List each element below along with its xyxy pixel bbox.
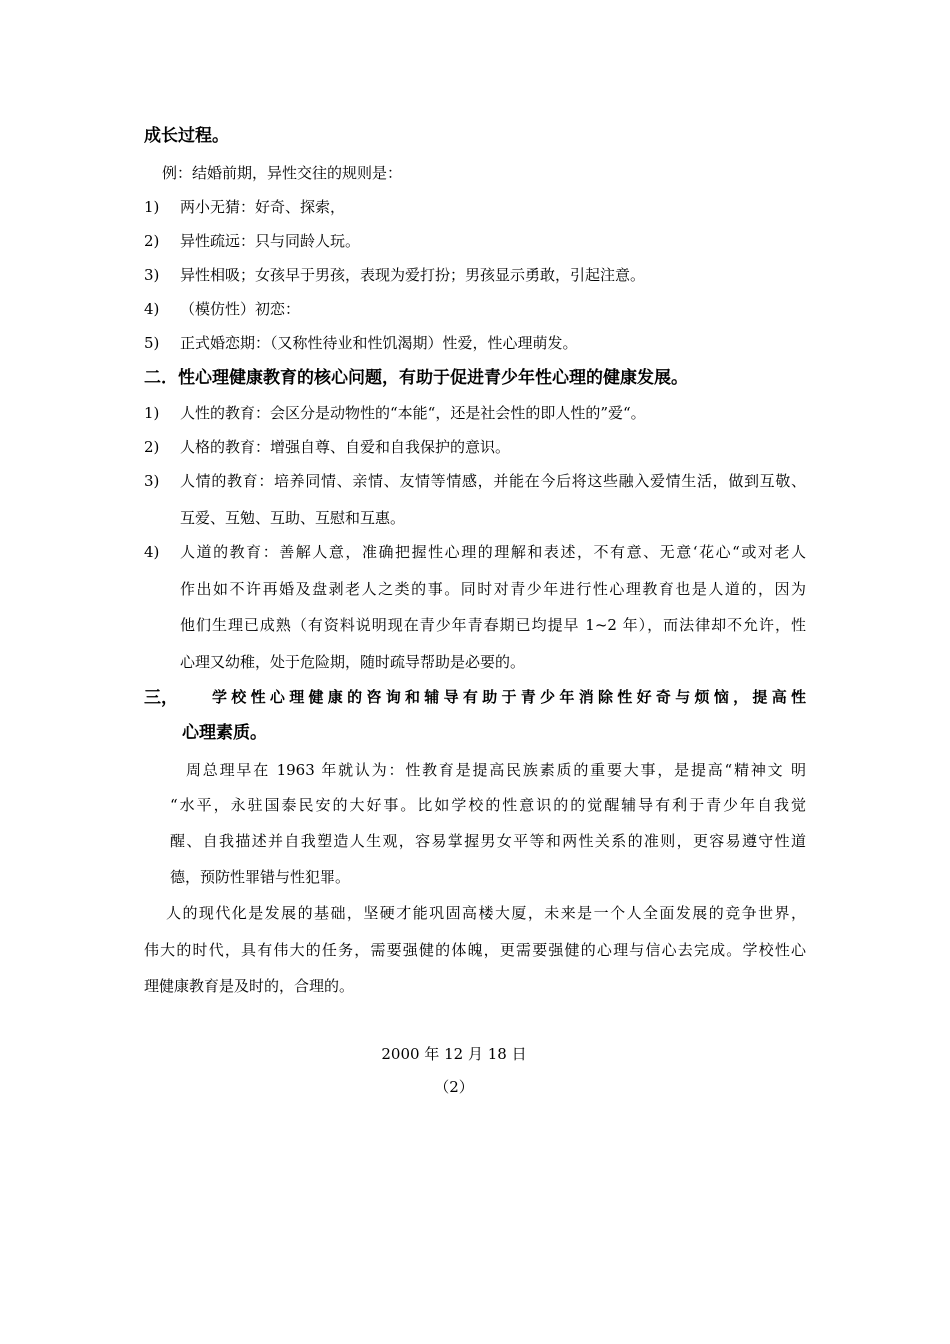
list-item-number: 5) <box>144 334 160 352</box>
list-item-text: 人格的教育：增强自尊、自爱和自我保护的意识。 <box>180 438 511 456</box>
list-item-number: 2) <box>144 438 160 456</box>
paragraph-line: 周总理早在 1963 年就认为：性教育是提高民族素质的重要大事，是提高“精神文 明 <box>186 761 806 779</box>
section-number-3: 三， <box>144 688 178 708</box>
section-heading-3: 学校性心理健康的咨询和辅导有助于青少年消除性好奇与烦恼，提高性 <box>212 688 806 706</box>
example-intro: 例：结婚前期，异性交往的规则是： <box>162 164 403 182</box>
list-item-text: 正式婚恋期：（又称性待业和性饥渴期）性爱，性心理萌发。 <box>180 334 578 352</box>
list-item-text: 人性的教育：会区分是动物性的“本能“，还是社会性的即人性的”爱“。 <box>180 404 646 422</box>
list-item-text: 两小无猜：好奇、探索， <box>180 198 346 216</box>
paragraph-line: “水平，永驻国泰民安的大好事。比如学校的性意识的的觉醒辅导有利于青少年自我觉 <box>170 796 806 814</box>
section-heading-2: 二．性心理健康教育的核心问题，有助于促进青少年性心理的健康发展。 <box>144 368 688 388</box>
paragraph-line: 人的现代化是发展的基础，坚硬才能巩固高楼大厦，未来是一个人全面发展的竞争世界， <box>166 904 806 922</box>
list-item-number: 1) <box>144 404 160 422</box>
list-item-number: 4) <box>144 300 160 318</box>
list-item-text-cont: 他们生理已成熟（有资料说明现在青少年青春期已均提早 1~2 年），而法律却不允许，性 <box>180 616 806 634</box>
list-item-text-cont: 心理又幼稚，处于危险期，随时疏导帮助是必要的。 <box>180 653 526 671</box>
paragraph-line: 醒、自我描述并自我塑造人生观，容易掌握男女平等和两性关系的准则，更容易遵守性道 <box>170 832 806 850</box>
paragraph-line: 德，预防性罪错与性犯罪。 <box>170 868 351 886</box>
page-number: （2） <box>434 1078 474 1096</box>
list-item-text: 异性疏远：只与同龄人玩。 <box>180 232 361 250</box>
list-item-text: 人道的教育：善解人意，准确把握性心理的理解和表述，不有意、无意‘花心“或对老人 <box>180 543 806 561</box>
list-item-number: 1) <box>144 198 160 216</box>
document-date: 2000 年 12 月 18 日 <box>381 1045 527 1063</box>
list-item-text: （模仿性）初恋： <box>180 300 301 318</box>
paragraph-line: 伟大的时代，具有伟大的任务，需要强健的体魄，更需要强健的心理与信心去完成。学校性心 <box>144 941 806 959</box>
list-item-text-cont: 互爱、互勉、互助、互慰和互惠。 <box>180 509 406 527</box>
list-item-text: 异性相吸；女孩早于男孩，表现为爱打扮；男孩显示勇敢，引起注意。 <box>180 266 646 284</box>
list-item-text: 人情的教育：培养同情、亲情、友情等情感，并能在今后将这些融入爱情生活，做到互敬、 <box>180 472 806 490</box>
list-item-number: 2) <box>144 232 160 250</box>
paragraph-line: 理健康教育是及时的，合理的。 <box>144 977 355 995</box>
list-item-number: 3) <box>144 266 160 284</box>
list-item-number: 4) <box>144 543 160 561</box>
list-item-number: 3) <box>144 472 160 490</box>
continued-heading: 成长过程。 <box>144 126 229 146</box>
section-heading-3-cont: 心理素质。 <box>182 723 267 743</box>
list-item-text-cont: 作出如不许再婚及盘剥老人之类的事。同时对青少年进行性心理教育也是人道的，因为 <box>180 580 806 598</box>
